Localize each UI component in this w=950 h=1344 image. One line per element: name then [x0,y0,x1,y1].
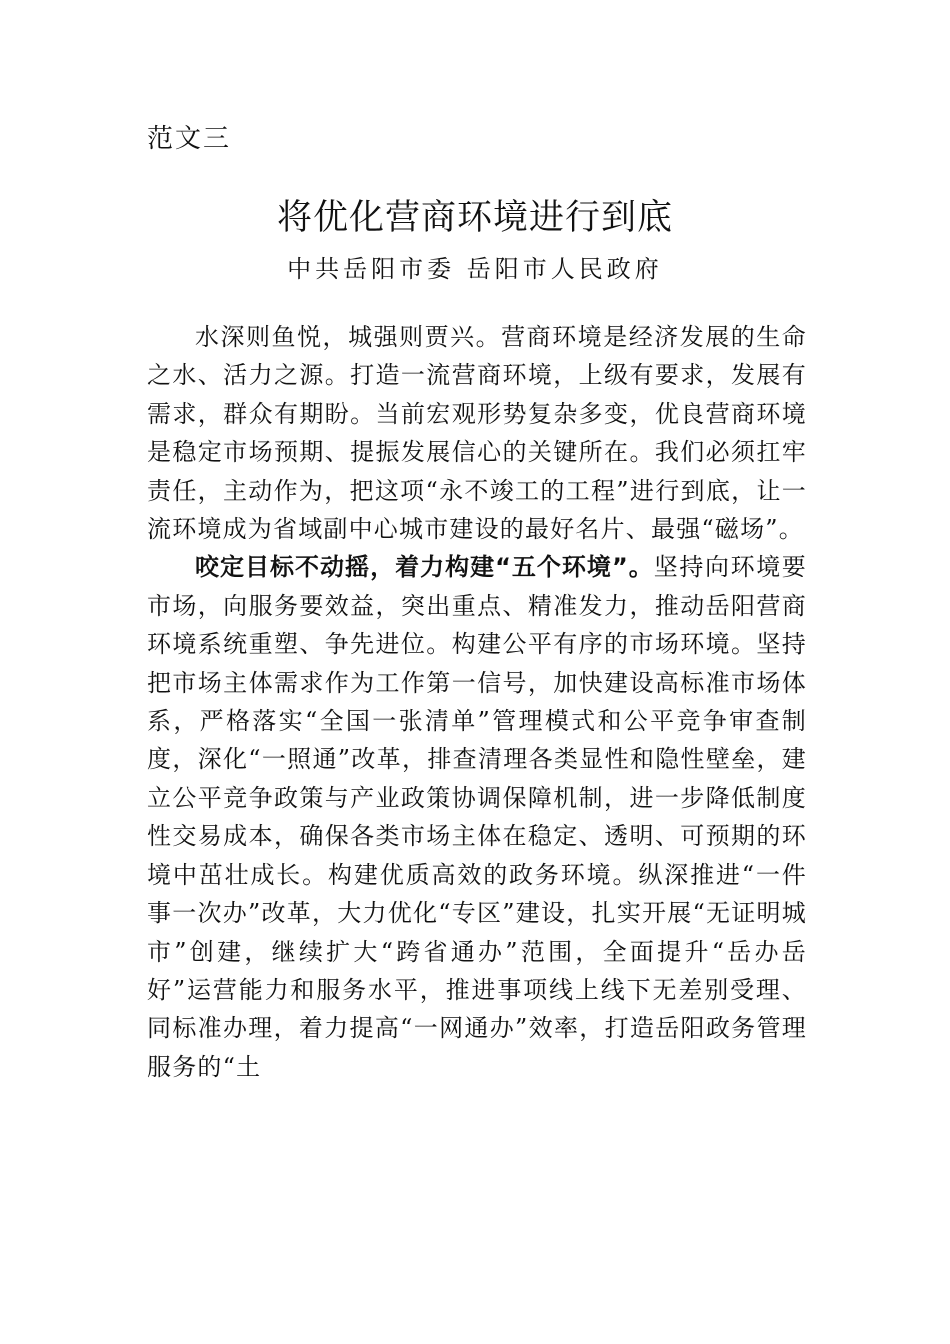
document-author: 中共岳阳市委 岳阳市人民政府 [287,255,663,283]
document-label: 范文三 [147,124,232,154]
paragraph-intro [147,318,807,548]
document-body [147,318,807,1086]
paragraph-lead-heading: 咬定目标不动摇，着力构建“五个环境”。 [195,553,654,582]
paragraph-five-environments [147,548,807,1086]
paragraph-five-environments-text: 坚持向环境要市场，向服务要效益，突出重点、精准发力，推动岳阳营商环境系统重塑、争先进位。构建公平有序的市场环境。坚持把市场主体需求作为工作第一信号，加快建设高标准市场体系，严格落实“全国一张清单”管理模式和公平竞争审查制度，深化“一照通”改革，排查清理各类显性和隐性壁垒，建立公平竞争政策与产业政策协调保障机制，进一步降低制度性交易成本，确保各类市场主体在稳定、透明、可预期的环境中茁壮成长。构建优质高效的政务环境。纵深推进“一件事一次办”改革，大力优化“专区”建设，扎实开展“无证明城市”创建，继续扩大“跨省通办”范围，全面提升“岳办岳好”运营能力和服务水平，推进事项线上线下无差别受理、同标准办理，着力提高“一网通办”效率，打造岳阳政务管理服务的“土 [147,553,808,1081]
document-title: 将优化营商环境进行到底 [276,198,673,238]
paragraph-intro-text: 水深则鱼悦，城强则贾兴。营商环境是经济发展的生命之水、活力之源。打造一流营商环境，上级有要求，发展有需求，群众有期盼。当前宏观形势复杂多变，优良营商环境是稳定市场预期、提振发展信心的关键所在。我们必须扛牢责任，主动作为，把这项“永不竣工的工程”进行到底，让一流环境成为省域副中心城市建设的最好名片、最强“磁场”。 [147,323,807,544]
